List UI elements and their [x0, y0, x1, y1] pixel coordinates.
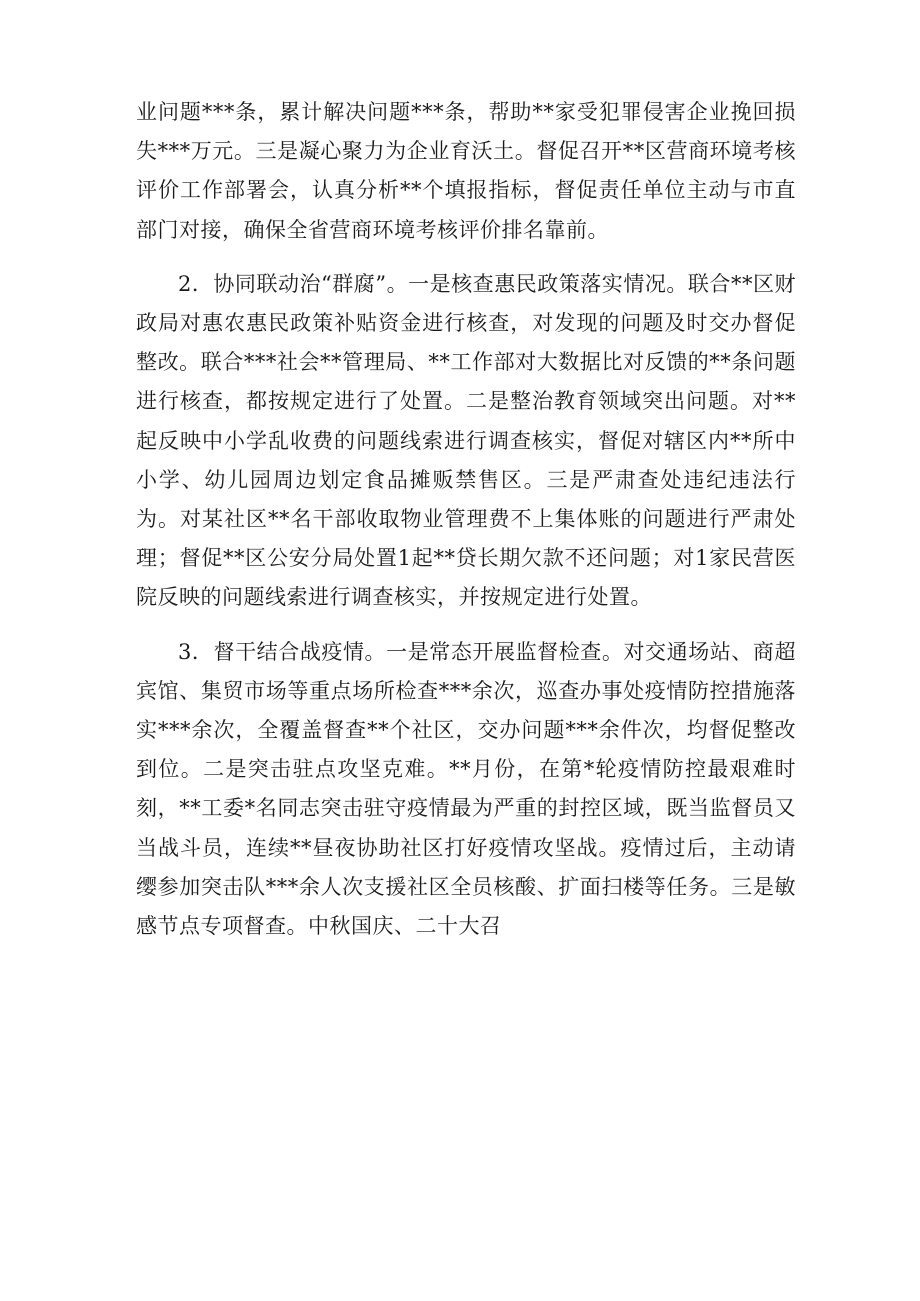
paragraph-section-2: 2．协同联动治“群腐”。一是核查惠民政策落实情况。联合**区财政局对惠农惠民政策补贴资金进行核查，对发现的问题及时交办督促整改。联合***社会**管理局、**工作部对大数据比对反馈的**条问题进行核查，都按规定进行了处置。二是整治教育领域突出问题。对**起反映中小学乱收费的问题线索进行调查核实，督促对辖区内**所中小学、幼儿园周边划定食品摊贩禁售区。三是严肃查处违纪违法行为。对某社区**名干部收取物业管理费不上集体账的问题进行严肃处理；督促**区公安分局处置1起**贷长期欠款不还问题；对1家民营医院反映的问题线索进行调查核实，并按规定进行处置。 [136, 271, 796, 610]
paragraph-continued: 业问题***条，累计解决问题***条，帮助**家受犯罪侵害企业挽回损失***万元。三是凝心聚力为企业育沃土。督促召开**区营商环境考核评价工作部署会，认真分析**个填报指标，督促责任单位主动与市直部门对接，确保全省营商环境考核评价排名靠前。 [136, 100, 796, 242]
document-body [136, 93, 796, 961]
paragraph-section-3: 3．督干结合战疫情。一是常态开展监督检查。对交通场站、商超宾馆、集贸市场等重点场所检查***余次，巡查办事处疫情防控措施落实***余次，全覆盖督查**个社区，交办问题***余件次，均督促整改到位。二是突击驻点攻坚克难。**月份，在第*轮疫情防控最艰难时刻，**工委*名同志突击驻守疫情最为严重的封控区域，既当监督员又当战斗员，连续**昼夜协助社区打好疫情攻坚战。疫情过后，主动请缨参加突击队***余人次支援社区全员核酸、扩面扫楼等任务。三是敏感节点专项督查。中秋国庆、二十大召 [136, 639, 796, 939]
